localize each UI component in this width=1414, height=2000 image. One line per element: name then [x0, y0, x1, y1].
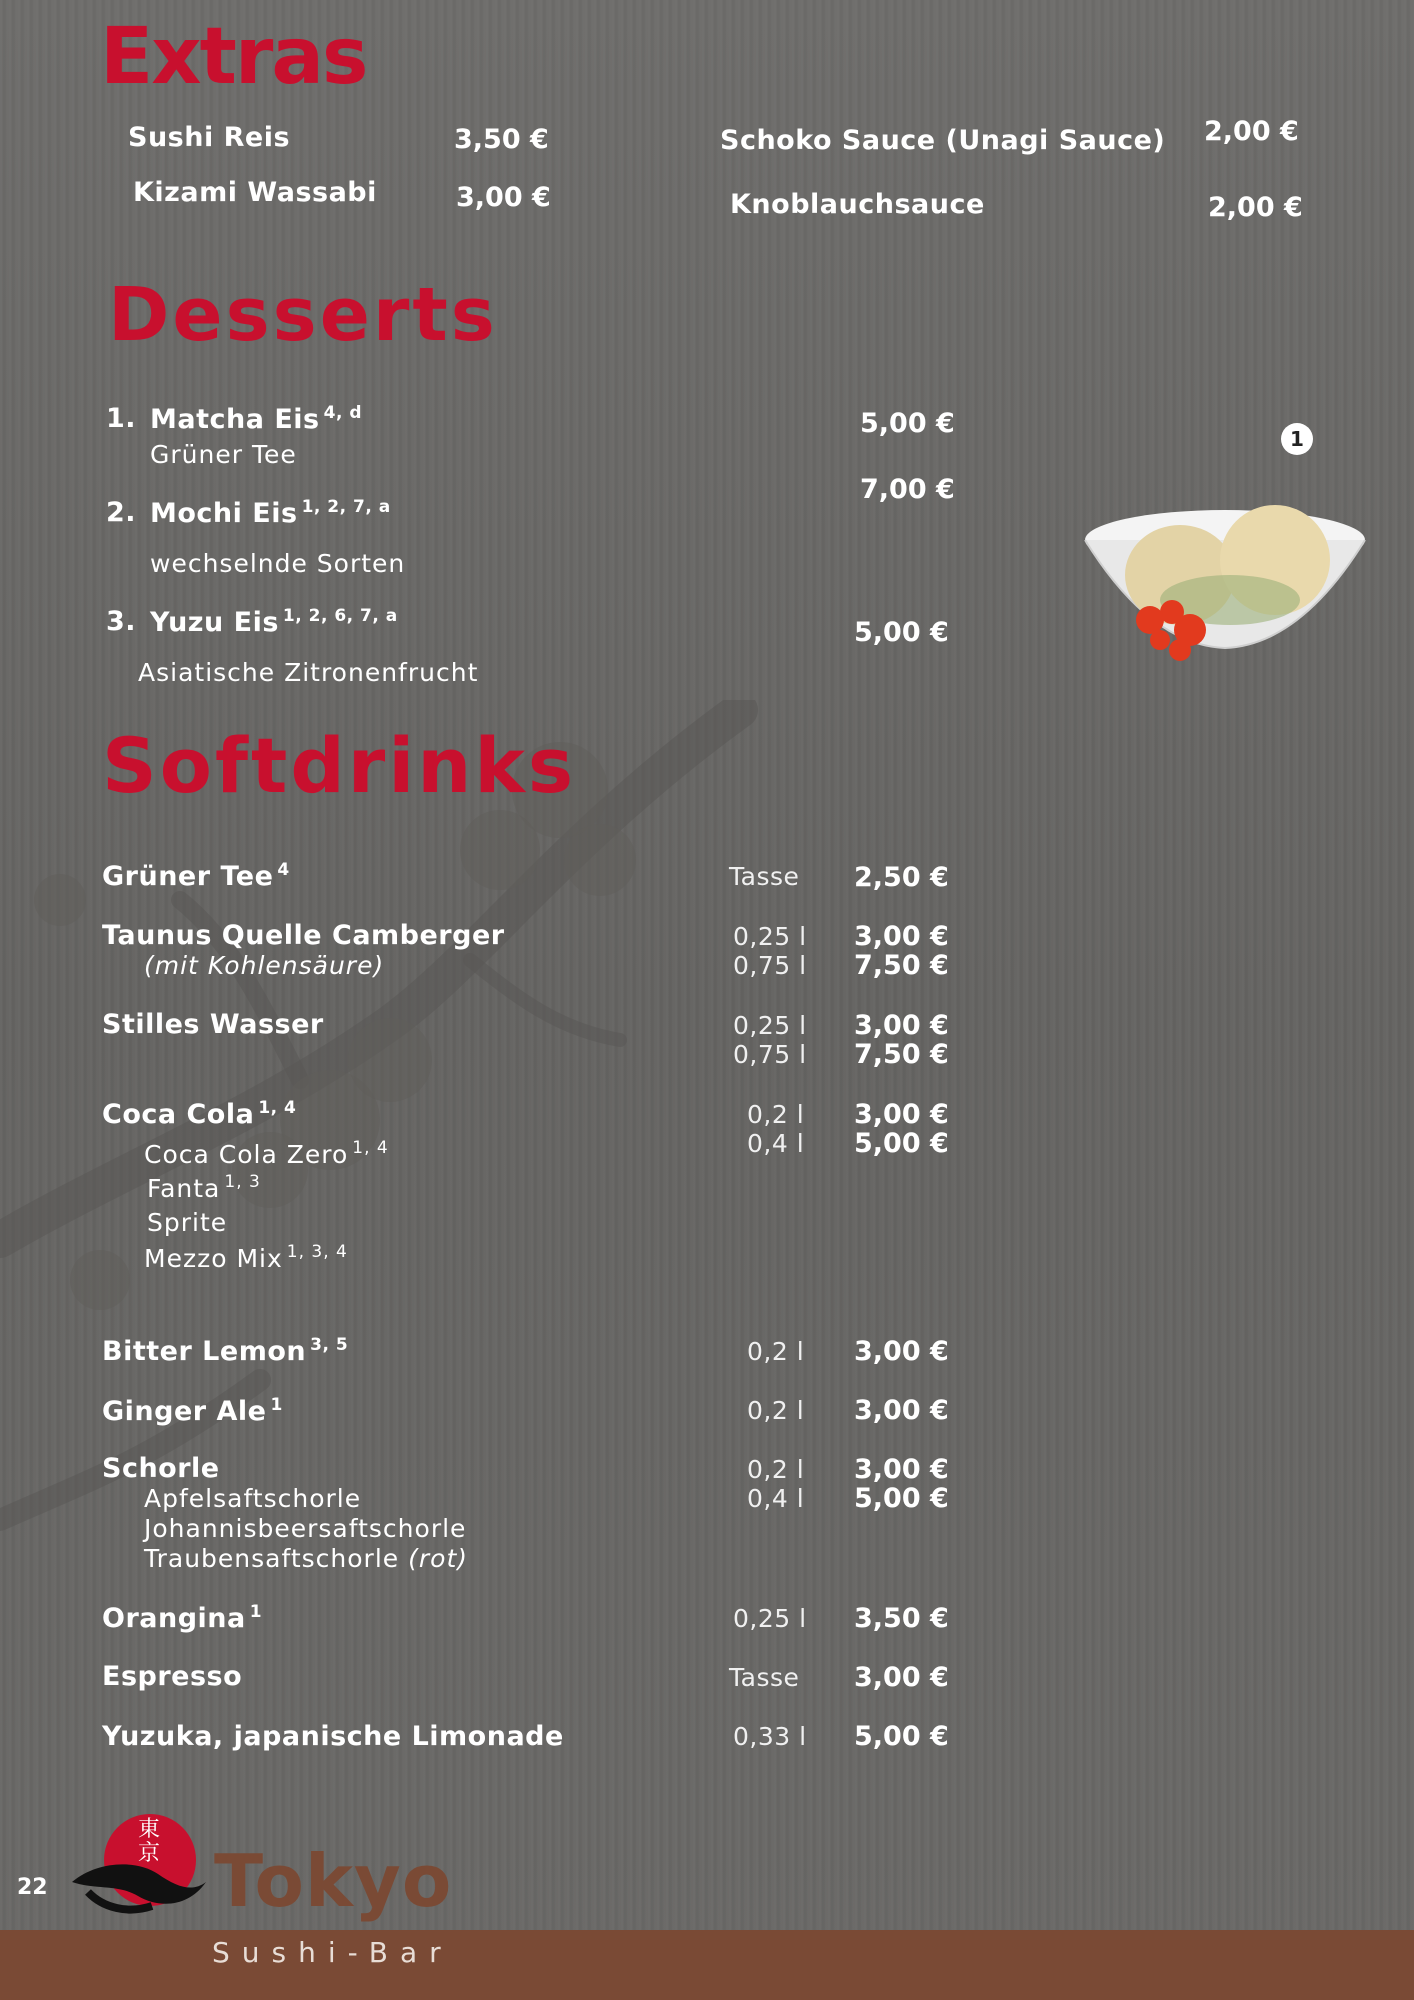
drink-price: 2,50 €	[854, 862, 949, 893]
drink-variant: Mezzo Mix $^{1, 3, 4}$	[144, 1242, 348, 1273]
extras-item-price: 3,50 €	[454, 124, 549, 155]
ice-cream-bowl-image	[1080, 480, 1370, 670]
extras-item-price: 2,00 €	[1208, 192, 1303, 223]
drink-name: Ginger Ale $^1$	[102, 1395, 283, 1427]
drink-price: 5,00 €	[854, 1483, 949, 1514]
drink-quantity: Tasse	[729, 1663, 800, 1692]
brand-tagline: Sushi-Bar	[212, 1936, 453, 1969]
drink-variant: Traubensaftschorle (rot)	[144, 1544, 469, 1573]
drink-price: 3,00 €	[854, 1010, 949, 1041]
drink-quantity: 0,25 l	[733, 1604, 807, 1633]
drink-name: Orangina $^1$	[102, 1602, 263, 1634]
drink-variant: Johannisbeersaftschorle	[144, 1514, 467, 1543]
drink-quantity: 0,2 l	[747, 1337, 805, 1366]
drink-price: 7,50 €	[854, 1039, 949, 1070]
drink-name: Stilles Wasser	[102, 1009, 324, 1040]
dessert-image-badge: 1	[1281, 423, 1313, 455]
drink-quantity: 0,2 l	[747, 1100, 805, 1129]
drink-price: 3,50 €	[854, 1603, 949, 1634]
drink-price: 5,00 €	[854, 1721, 949, 1752]
dessert-name: Yuzu Eis $^{1, 2, 6, 7, a}$	[150, 606, 398, 638]
drink-quantity: 0,2 l	[747, 1455, 805, 1484]
extras-item-name: Schoko Sauce (Unagi Sauce)	[720, 125, 1166, 156]
dessert-price: 5,00 €	[860, 408, 955, 439]
dessert-name: Mochi Eis $^{1, 2, 7, a}$	[150, 497, 391, 529]
page-number: 22	[17, 1875, 48, 1900]
drink-quantity: 0,2 l	[747, 1396, 805, 1425]
drink-quantity: Tasse	[729, 862, 800, 891]
drink-price: 3,00 €	[854, 1454, 949, 1485]
drink-price: 3,00 €	[854, 1336, 949, 1367]
drink-name: Schorle	[102, 1453, 220, 1484]
drink-name: Grüner Tee $^4$	[102, 860, 290, 892]
drink-quantity: 0,4 l	[747, 1484, 805, 1513]
extras-item-name: Sushi Reis	[128, 122, 291, 153]
dessert-price: 5,00 €	[854, 617, 949, 648]
drink-name: Coca Cola $^{1, 4}$	[102, 1098, 297, 1130]
drink-quantity: 0,33 l	[733, 1722, 807, 1751]
drink-name: Espresso	[102, 1661, 243, 1692]
dessert-price: 7,00 €	[860, 474, 955, 505]
extras-item-price: 3,00 €	[456, 182, 551, 213]
extras-heading: Extras	[100, 12, 367, 102]
drink-quantity: 0,25 l	[733, 922, 807, 951]
extras-item-price: 2,00 €	[1204, 116, 1299, 147]
extras-item-name: Knoblauchsauce	[730, 189, 985, 220]
dessert-number: 2.	[106, 497, 137, 528]
drink-price: 3,00 €	[854, 1395, 949, 1426]
drink-variant: Coca Cola Zero $^{1, 4}$	[144, 1138, 389, 1169]
drink-quantity: 0,25 l	[733, 1011, 807, 1040]
drink-quantity: 0,75 l	[733, 1040, 807, 1069]
drink-price: 3,00 €	[854, 921, 949, 952]
desserts-heading: Desserts	[108, 272, 498, 358]
drink-price: 7,50 €	[854, 950, 949, 981]
drink-price: 5,00 €	[854, 1128, 949, 1159]
dessert-number: 1.	[106, 403, 137, 434]
extras-item-name: Kizami Wassabi	[133, 177, 377, 208]
dessert-name: Matcha Eis $^{4, d}$	[150, 403, 362, 435]
softdrinks-heading: Softdrinks	[102, 721, 577, 810]
drink-quantity: 0,4 l	[747, 1129, 805, 1158]
drink-name: Bitter Lemon $^{3, 5}$	[102, 1335, 349, 1367]
drink-name: Taunus Quelle Camberger	[102, 920, 505, 951]
dessert-number: 3.	[106, 606, 137, 637]
brand-name: Tokyo	[214, 1839, 453, 1923]
drink-quantity: 0,75 l	[733, 951, 807, 980]
dessert-description: Asiatische Zitronenfrucht	[138, 658, 479, 687]
drink-variant: Fanta $^{1, 3}$	[147, 1172, 261, 1203]
drink-price: 3,00 €	[854, 1099, 949, 1130]
drink-variant: Sprite	[147, 1208, 228, 1237]
dessert-description: wechselnde Sorten	[150, 549, 406, 578]
drink-name: Yuzuka, japanische Limonade	[102, 1721, 564, 1752]
drink-variant: Apfelsaftschorle	[144, 1484, 362, 1513]
dessert-description: Grüner Tee	[150, 440, 297, 469]
drink-note: (mit Kohlensäure)	[144, 951, 385, 980]
logo-kanji: 東京	[138, 1817, 161, 1866]
drink-price: 3,00 €	[854, 1662, 949, 1693]
